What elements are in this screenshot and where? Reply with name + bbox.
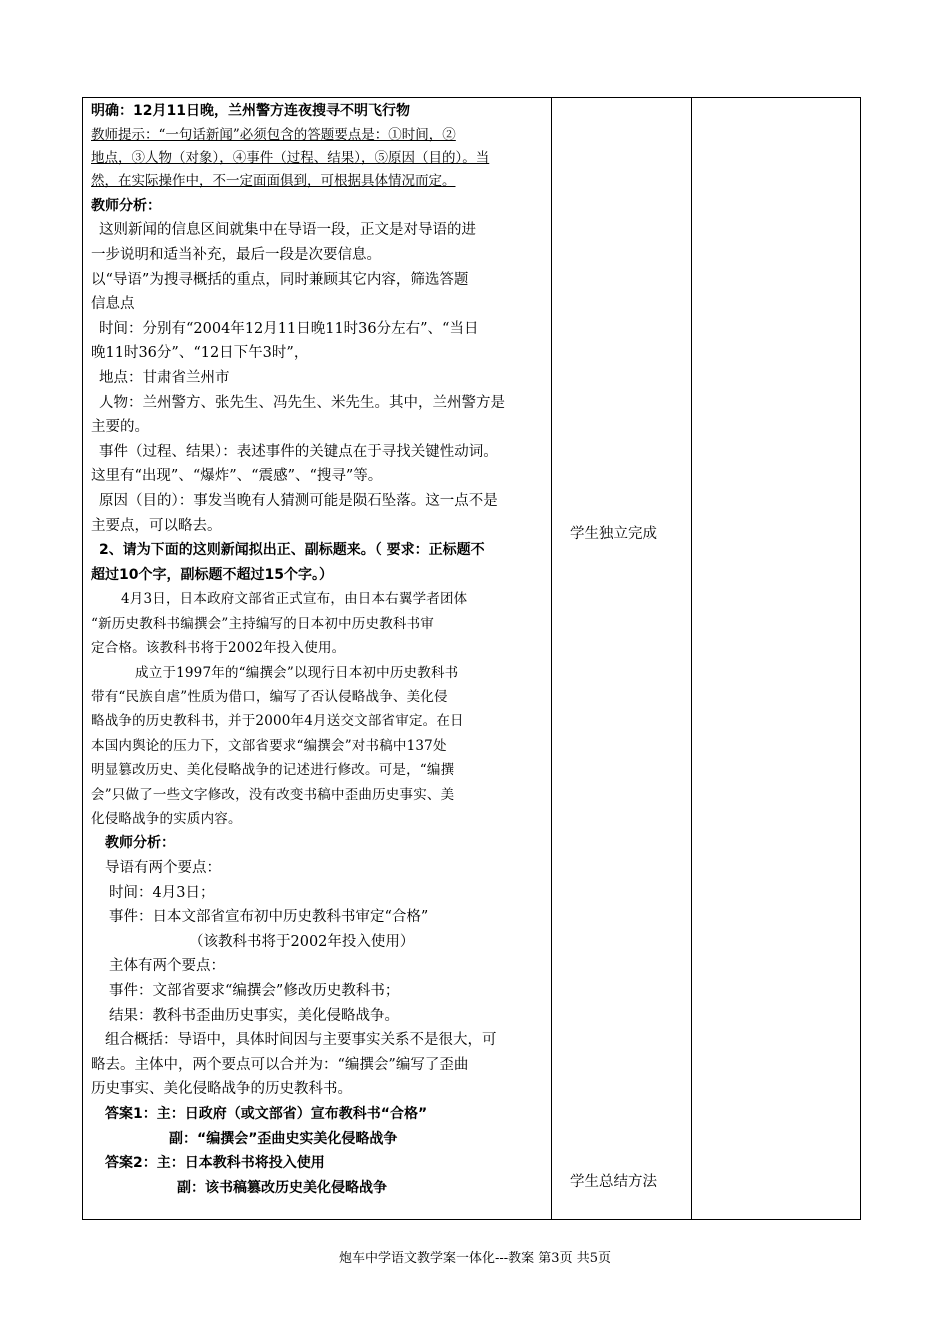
student-note-independent: 学生独立完成 xyxy=(570,526,657,542)
analysis-line: 组合概括：导语中，具体时间因与主要事实关系不是很大，可 xyxy=(105,1032,497,1049)
analysis-line: 这则新闻的信息区间就集中在导语一段，正文是对导语的进 xyxy=(99,222,476,239)
answer-1-sub: 副：“编撰会”歪曲史实美化侵略战争 xyxy=(169,1130,398,1147)
analysis-line: 人物：兰州警方、张先生、冯先生、米先生。其中，兰州警方是 xyxy=(99,394,505,411)
news-line: 定合格。该教科书将于2002年投入使用。 xyxy=(91,640,346,657)
analysis-line: 主体有两个要点： xyxy=(109,958,225,975)
analysis-line: 事件：日本文部省宣布初中历史教科书审定“合格” xyxy=(109,909,429,926)
news-line: 成立于1997年的“编撰会”以现行日本初中历史教科书 xyxy=(135,664,459,681)
news-line: 会”只做了一些文字修改，没有改变书稿中歪曲历史事实、美 xyxy=(91,786,455,803)
news-line: 本国内舆论的压力下，文部省要求“编撰会”对书稿中137处 xyxy=(91,737,447,754)
news-passage xyxy=(91,587,546,831)
analysis-line: 晚11时36分”、“12日下午3时”， xyxy=(91,345,309,362)
news-line: 4月3日，日本政府文部省正式宣布，由日本右翼学者团体 xyxy=(121,591,468,608)
analysis-line: 时间：分别有“2004年12月11日晚11时36分左右”、“当日 xyxy=(99,320,479,337)
news-line: “新历史教科书编撰会”主持编写的日本初中历史教科书审 xyxy=(91,615,435,632)
analysis-line: 原因（目的）：事发当晚有人猜测可能是陨石坠落。这一点不是 xyxy=(99,492,498,509)
analysis-line: 结果：教科书歪曲历史事实，美化侵略战争。 xyxy=(109,1007,399,1024)
analysis-line: 主要点，可以略去。 xyxy=(91,517,222,534)
answer-2-main: 答案2：主：日本教科书将投入使用 xyxy=(105,1155,325,1172)
news-line: 化侵略战争的实质内容。 xyxy=(91,810,242,827)
analysis-line: 导语有两个要点： xyxy=(105,859,221,876)
page-footer: 炮车中学语文教学案一体化---教案 第3页 共5页 xyxy=(339,1251,611,1266)
analysis-line: 略去。主体中，两个要点可以合并为：“编撰会”编写了歪曲 xyxy=(91,1056,469,1073)
teacher-analysis-heading: 教师分析： xyxy=(105,835,175,852)
answer-2-sub: 副：该书稿篡改历史美化侵略战争 xyxy=(177,1179,387,1196)
content-body xyxy=(83,98,551,1202)
analysis-line: 历史事实、美化侵略战争的历史教科书。 xyxy=(91,1081,352,1098)
news-line: 带有“民族自虐”性质为借口，编写了否认侵略战争、美化侵 xyxy=(91,688,448,705)
notes-cell xyxy=(692,98,861,1220)
analysis-line: 时间：4月3日； xyxy=(109,884,215,901)
hint-line: 地点，③人物（对象），④事件（过程、结果），⑤原因（目的）。当 xyxy=(91,150,490,166)
analysis-line: （该教科书将于2002年投入使用） xyxy=(189,933,415,950)
question-2: 2、请为下面的这则新闻拟出正、副标题来。（ 要求：正标题不 xyxy=(99,542,485,559)
question-2: 超过10个字，副标题不超过15个字。） xyxy=(91,566,333,583)
analysis-line: 事件：文部省要求“编撰会”修改历史教科书； xyxy=(109,982,400,999)
lesson-table xyxy=(82,97,861,1220)
hint-line: 然，在实际操作中，不一定面面俱到，可根据具体情况而定。 xyxy=(91,173,456,190)
content-cell xyxy=(83,98,552,1220)
analysis-line: 以“导语”为搜寻概括的重点，同时兼顾其它内容，筛选答题 xyxy=(91,271,469,288)
answer-1-main: 答案1：主：日政府（或文部省）宣布教科书“合格” xyxy=(105,1105,428,1122)
analysis-line: 地点：甘肃省兰州市 xyxy=(99,369,230,386)
hint-line: 教师提示：“一句话新闻”必须包含的答题要点是：①时间，② xyxy=(91,126,456,143)
analysis-line: 信息点 xyxy=(91,296,135,313)
news-line: 明显篡改历史、美化侵略战争的记述进行修改。可是，“编撰 xyxy=(91,762,455,779)
table-row xyxy=(83,98,861,1220)
analysis-line: 一步说明和适当补充，最后一段是次要信息。 xyxy=(91,247,381,263)
teacher-hint xyxy=(91,124,546,194)
analysis-line: 主要的。 xyxy=(91,419,149,436)
news-line: 略战争的历史教科书，并于2000年4月送交文部省审定。在日 xyxy=(91,713,464,730)
student-activity-cell xyxy=(552,98,692,1220)
teacher-analysis-heading: 教师分析： xyxy=(91,197,161,214)
student-note-summary: 学生总结方法 xyxy=(570,1174,657,1190)
clarify-line: 明确：12月11日晚，兰州警方连夜搜寻不明飞行物 xyxy=(91,103,410,119)
analysis-line: 事件（过程、结果）：表述事件的关键点在于寻找关键性动词。 xyxy=(99,443,498,460)
analysis-line: 这里有“出现”、“爆炸”、“震感”、“搜寻”等。 xyxy=(91,468,383,485)
